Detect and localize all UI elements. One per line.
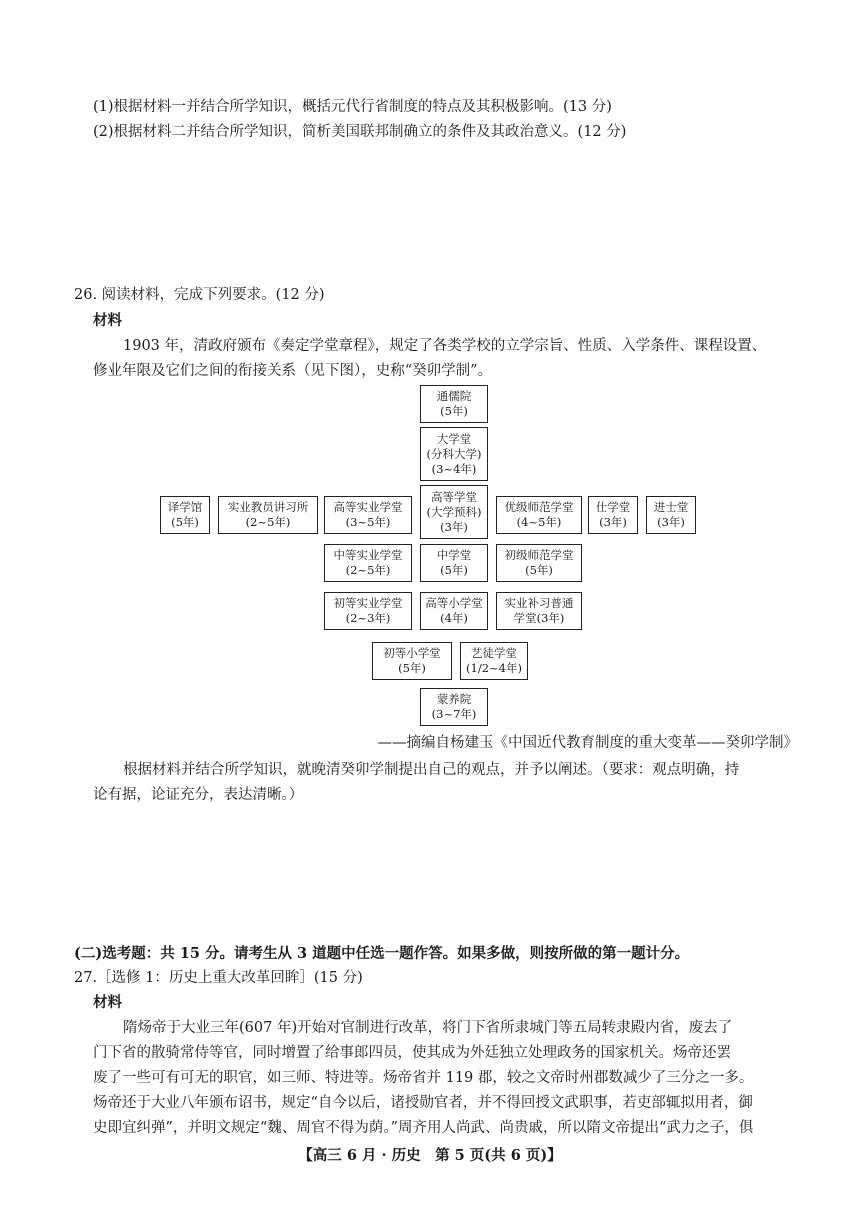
material-line-2: 修业年限及它们之间的衔接关系（见下图），史称“癸卯学制”。: [93, 363, 493, 379]
question-25-2: (2)根据材料二并结合所学知识，简析美国联邦制确立的条件及其政治意义。(12 分): [93, 124, 627, 140]
q27-line-3: 废了一些可有可无的职官，如三师、特进等。炀帝省并 119 郡，较之文帝时州郡数减少了三分之一多。: [93, 1070, 754, 1086]
question-26-title: 26. 阅读材料，完成下列要求。(12 分): [74, 287, 325, 303]
q27-line-5: 史即宜纠弹”，并明文规定“魏、周官不得为荫。”周齐用人尚武、尚贵戚，所以隋文帝提出“武力之子，俱: [93, 1120, 754, 1136]
question-27-title: 27.［选修 1：历史上重大改革回眸］(15 分): [74, 970, 363, 986]
q27-material-label: 材料: [93, 994, 122, 1011]
box-shixue: 仕学堂 (3年): [588, 496, 638, 534]
box-yixue: 译学馆 (5年): [160, 496, 210, 534]
box-chudeng-shiye: 初等实业学堂 (2~3年): [324, 592, 412, 630]
box-chuji-shifan: 初级师范学堂 (5年): [496, 544, 582, 582]
box-tongru: 通儒院 (5年): [420, 385, 488, 423]
q27-line-2: 门下省的散骑常侍等官，同时增置了给事郎四员，使其成为外廷独立处理政务的国家机关。炀帝还罢: [93, 1045, 731, 1061]
box-gaodeng-shiye: 高等实业学堂 (3~5年): [324, 496, 412, 534]
box-daxue: 大学堂 (分科大学) (3~4年): [420, 427, 488, 481]
box-zhongxue: 中学堂 (5年): [420, 544, 488, 582]
requirement-line-2: 论有据，论证充分，表达清晰。）: [93, 787, 304, 803]
box-yitu: 艺徒学堂 (1/2~4年): [460, 642, 528, 680]
box-youji-shifan: 优级师范学堂 (4~5年): [496, 496, 582, 534]
box-gaodeng: 高等学堂 (大学预科) (3年): [420, 485, 488, 539]
box-zhongdeng-shiye: 中等实业学堂 (2~5年): [324, 544, 412, 582]
box-shiye-buxi: 实业补习普通 学堂(3年): [496, 592, 582, 630]
requirement-line-1: 根据材料并结合所学知识，就晚清癸卯学制提出自己的观点，并予以阐述。（要求：观点明确，持: [123, 762, 740, 778]
box-jinshi: 进士堂 (3年): [646, 496, 696, 534]
box-chudeng-xiaoxue: 初等小学堂 (5年): [372, 642, 452, 680]
material-source: ——摘编自杨建玉《中国近代教育制度的重大变革——癸卯学制》: [377, 735, 798, 751]
box-mengyang: 蒙养院 (3~7年): [420, 688, 488, 726]
page-footer: 【高三 6 月 · 历史 第 5 页(共 6 页)】: [298, 1147, 562, 1164]
material-line-1: 1903 年，清政府颁布《奏定学堂章程》，规定了各类学校的立学宗旨、性质、入学条件、课程设置、: [123, 338, 767, 354]
section-2-header: (二)选考题：共 15 分。请考生从 3 道题中任选一题作答。如果多做，则按所做的第一题计分。: [74, 945, 690, 962]
material-label: 材料: [93, 312, 122, 329]
q27-line-4: 炀帝还于大业八年颁布诏书，规定“自今以后，诸授勋官者，并不得回授文武职事，若吏部辄拟用者，御: [93, 1095, 753, 1111]
box-shiye-jiaoyuan: 实业教员讲习所 (2~5年): [218, 496, 318, 534]
box-gaodeng-xiaoxue: 高等小学堂 (4年): [420, 592, 488, 630]
question-25-1: (1)根据材料一并结合所学知识，概括元代行省制度的特点及其积极影响。(13 分): [93, 99, 612, 115]
q27-line-1: 隋炀帝于大业三年(607 年)开始对官制进行改革，将门下省所隶城门等五局转隶殿内省，废去了: [123, 1020, 733, 1036]
